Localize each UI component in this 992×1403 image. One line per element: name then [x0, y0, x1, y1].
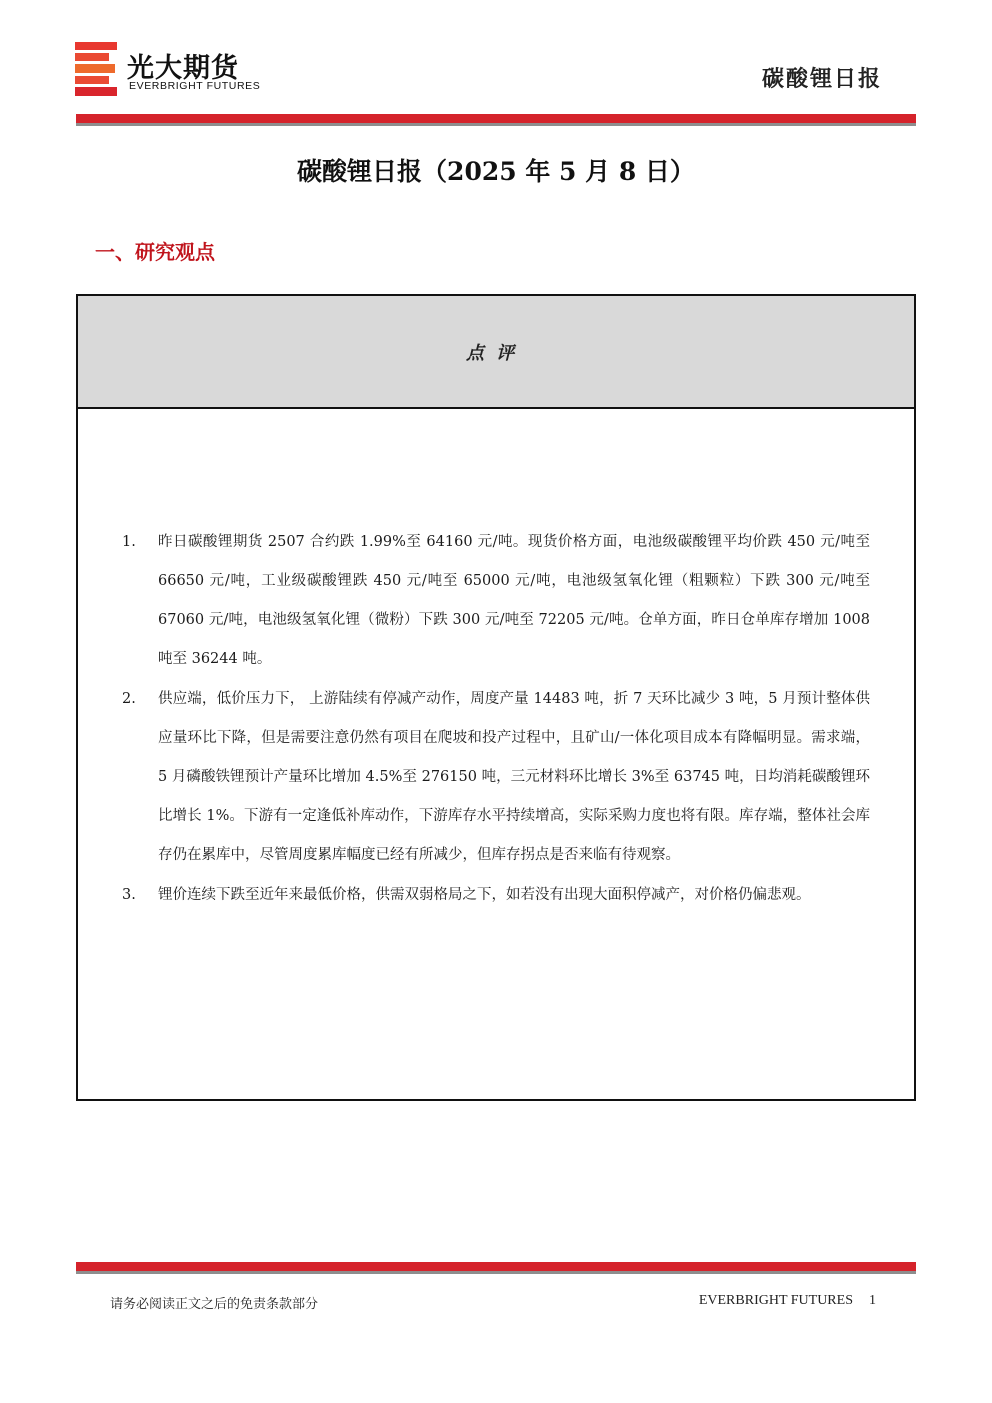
footer-disclaimer: 请务必阅读正文之后的免责条款部分	[110, 1297, 319, 1312]
list-item	[118, 680, 870, 875]
report-type-header: 碳酸锂日报	[761, 67, 882, 92]
list-item	[118, 876, 870, 915]
list-item	[118, 523, 870, 679]
list-item-text: 供应端，低价压力下， 上游陆续有停减产动作，周度产量 14483 吨，折 7 天环比减少 3 吨，5 月预计整体供应量环比下降，但是需要注意仍然有项目在爬坡和投产过程中，且矿山/一体化项目成本有降幅明显。需求端， 5 月磷酸铁锂预计产量环比增加 4.5%至 276150 吨，三元材料环比增长 3%至 63745 吨，日均消耗碳酸锂环比增长 1%。下游有一定逢低补库动作，下游库存水平持续增高，实际采购力度也将有限。库存端，整体社会库存仍在累库中，尽管周度累库幅度已经有所减少，但库存拐点是否来临有待观察。	[158, 691, 870, 863]
list-item-number: 1.	[122, 534, 136, 550]
logo-chinese-name: 光大期货	[127, 53, 239, 84]
footer-right	[699, 1293, 876, 1309]
commentary-box	[76, 294, 916, 1101]
document-title: 碳酸锂日报（2025 年 5 月 8 日）	[297, 157, 695, 186]
commentary-header-label: 点评	[466, 342, 526, 364]
page-number: 1	[869, 1293, 876, 1308]
footer-divider	[76, 1262, 916, 1274]
commentary-list	[118, 523, 870, 916]
section-title: 一、研究观点	[95, 240, 215, 264]
list-item-text: 锂价连续下跌至近年来最低价格，供需双弱格局之下，如若没有出现大面积停减产，对价格仍偏悲观。	[158, 887, 811, 903]
logo-english-name: EVERBRIGHT FUTURES	[129, 80, 261, 92]
header-divider	[76, 114, 916, 126]
footer-company: EVERBRIGHT FUTURES	[698, 1293, 853, 1308]
commentary-box-header	[78, 296, 914, 409]
list-item-number: 3.	[122, 887, 136, 903]
list-item-number: 2.	[122, 691, 136, 707]
company-logo	[75, 42, 285, 98]
everbright-logo-icon	[75, 42, 117, 98]
list-item-text: 昨日碳酸锂期货 2507 合约跌 1.99%至 64160 元/吨。现货价格方面，电池级碳酸锂平均价跌 450 元/吨至 66650 元/吨，工业级碳酸锂跌 450 元/吨至 65000 元/吨，电池级氢氧化锂（粗颗粒）下跌 300 元/吨至 67060 元/吨，电池级氢氧化锂（微粉）下跌 300 元/吨至 72205 元/吨。仓单方面，昨日仓单库存增加 1008 吨至 36244 吨。	[158, 534, 870, 667]
